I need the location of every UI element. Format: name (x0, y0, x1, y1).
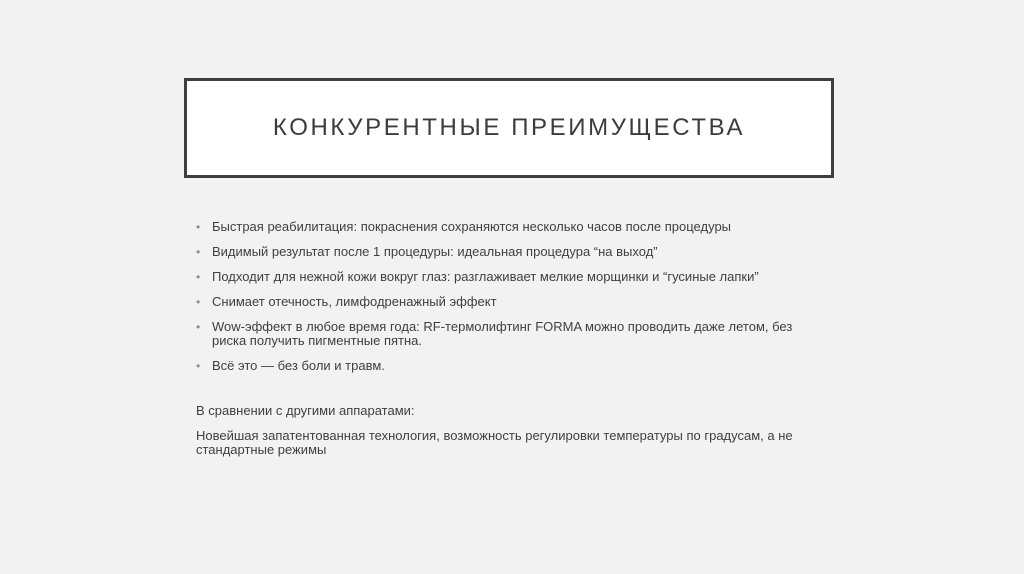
title-box (184, 78, 834, 178)
bullet-icon: • (196, 320, 201, 334)
bullet-text: Видимый результат после 1 процедуры: идеальная процедура “на выход” (212, 244, 658, 259)
bullet-list (196, 220, 826, 384)
comparison-text: Новейшая запатентованная технология, возможность регулировки температуры по градусам, а не стандартные режимы (196, 428, 793, 457)
bullet-item (196, 220, 826, 234)
bullet-icon: • (196, 270, 201, 284)
bullet-text: Подходит для нежной кожи вокруг глаз: разглаживает мелкие морщинки и “гусиные лапки” (212, 269, 759, 284)
bullet-text: Снимает отечность, лимфодренажный эффект (212, 294, 497, 309)
slide-title: КОНКУРЕНТНЫЕ ПРЕИМУЩЕСТВА (272, 114, 746, 141)
bullet-icon: • (196, 295, 201, 309)
bullet-item (196, 359, 826, 373)
bullet-item (196, 320, 826, 348)
bullet-item (196, 245, 826, 259)
comparison-heading: В сравнении с другими аппаратами: (196, 403, 415, 418)
bullet-icon: • (196, 220, 201, 234)
bullet-item (196, 295, 826, 309)
bullet-icon: • (196, 359, 201, 373)
bullet-text: Wow-эффект в любое время года: RF-термолифтинг FORMA можно проводить даже летом, без риска получить пигментные пятна. (212, 319, 793, 348)
bullet-text: Всё это — без боли и травм. (212, 358, 385, 373)
bullet-text: Быстрая реабилитация: покраснения сохраняются несколько часов после процедуры (212, 219, 732, 234)
bullet-icon: • (196, 245, 201, 259)
bullet-item (196, 270, 826, 284)
